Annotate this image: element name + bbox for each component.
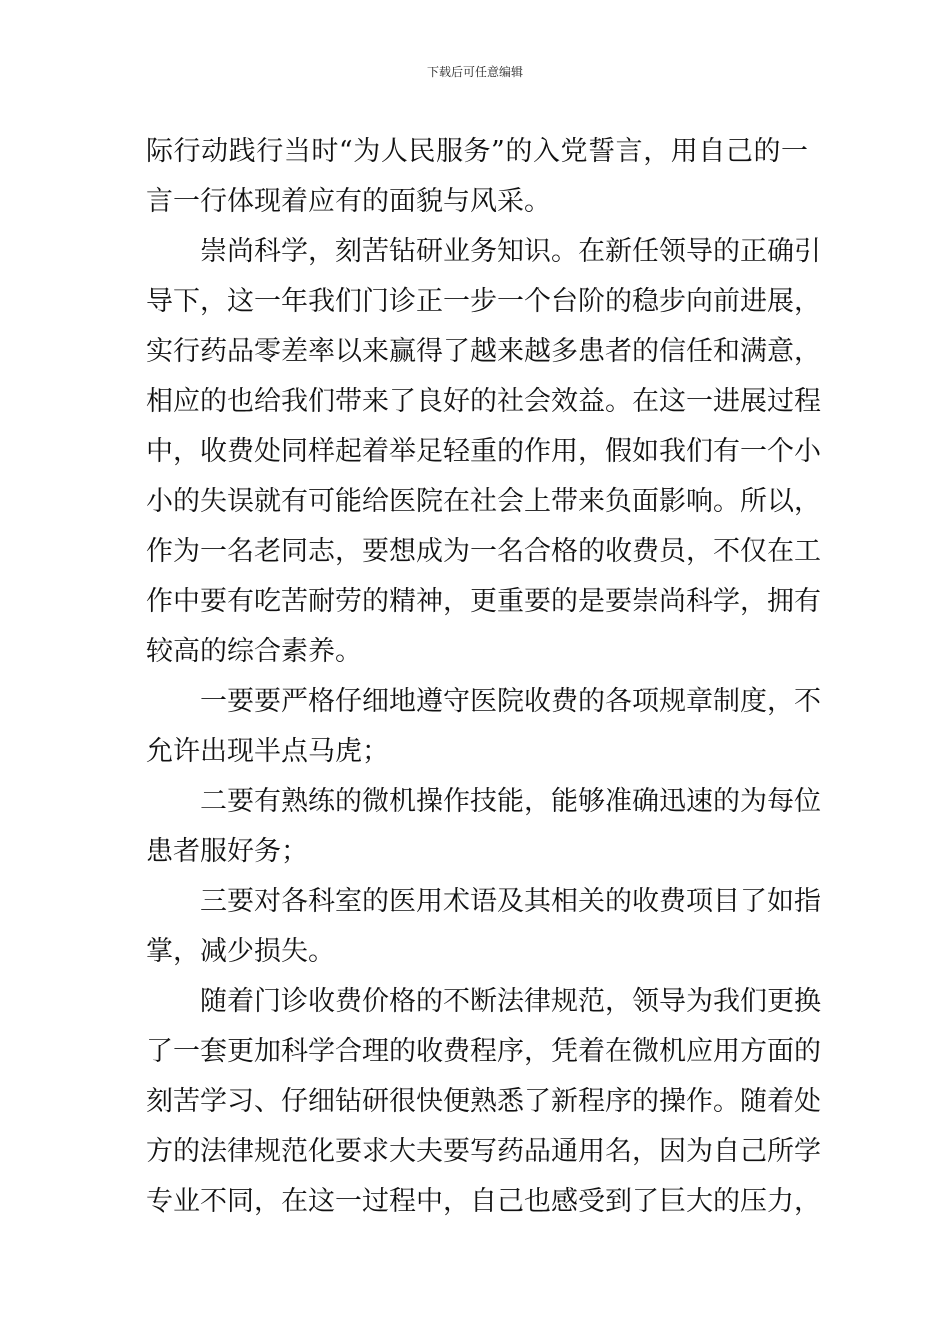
text-line: 方的法律规范化要求大夫要写药品通用名，因为自己所学 — [146, 1136, 821, 1167]
paragraph-first-line: 二要有熟练的微机操作技能，能够准确迅速的为每位 — [200, 786, 821, 817]
text-line: 专业不同，在这一过程中，自己也感受到了巨大的压力， — [146, 1186, 821, 1217]
text-line: 作为一名老同志，要想成为一名合格的收费员，不仅在工 — [146, 536, 821, 567]
text-line: 掌，减少损失。 — [146, 936, 335, 967]
text-line: 了一套更加科学合理的收费程序，凭着在微机应用方面的 — [146, 1036, 821, 1067]
paragraph-first-line: 随着门诊收费价格的不断法律规范，领导为我们更换 — [200, 986, 821, 1017]
text-line: 实行药品零差率以来赢得了越来越多患者的信任和满意， — [146, 336, 821, 367]
text-line: 作中要有吃苦耐劳的精神，更重要的是要崇尚科学，拥有 — [146, 586, 821, 617]
text-line: 刻苦学习、仔细钻研很快便熟悉了新程序的操作。随着处 — [146, 1086, 821, 1117]
text-line: 较高的综合素养。 — [146, 636, 362, 667]
text-line: 言一行体现着应有的面貌与风采。 — [146, 186, 551, 217]
text-line: 允许出现半点马虎； — [146, 736, 389, 767]
text-line: 小的失误就有可能给医院在社会上带来负面影响。所以， — [146, 486, 821, 517]
paragraph-first-line: 三要对各科室的医用术语及其相关的收费项目了如指 — [200, 886, 821, 917]
body-text — [146, 127, 821, 1227]
page-header: 下载后可任意编辑 — [426, 65, 523, 79]
text-line: 中，收费处同样起着举足轻重的作用，假如我们有一个小 — [146, 436, 821, 467]
text-line: 际行动践行当时“为人民服务”的入党誓言，用自己的一 — [146, 136, 808, 167]
text-line: 导下，这一年我们门诊正一步一个台阶的稳步向前进展， — [146, 286, 821, 317]
paragraph-first-line: 一要要严格仔细地遵守医院收费的各项规章制度，不 — [200, 686, 821, 717]
text-line: 患者服好务； — [146, 836, 308, 867]
paragraph-first-line: 崇尚科学，刻苦钻研业务知识。在新任领导的正确引 — [200, 236, 821, 267]
text-line: 相应的也给我们带来了良好的社会效益。在这一进展过程 — [146, 386, 821, 417]
